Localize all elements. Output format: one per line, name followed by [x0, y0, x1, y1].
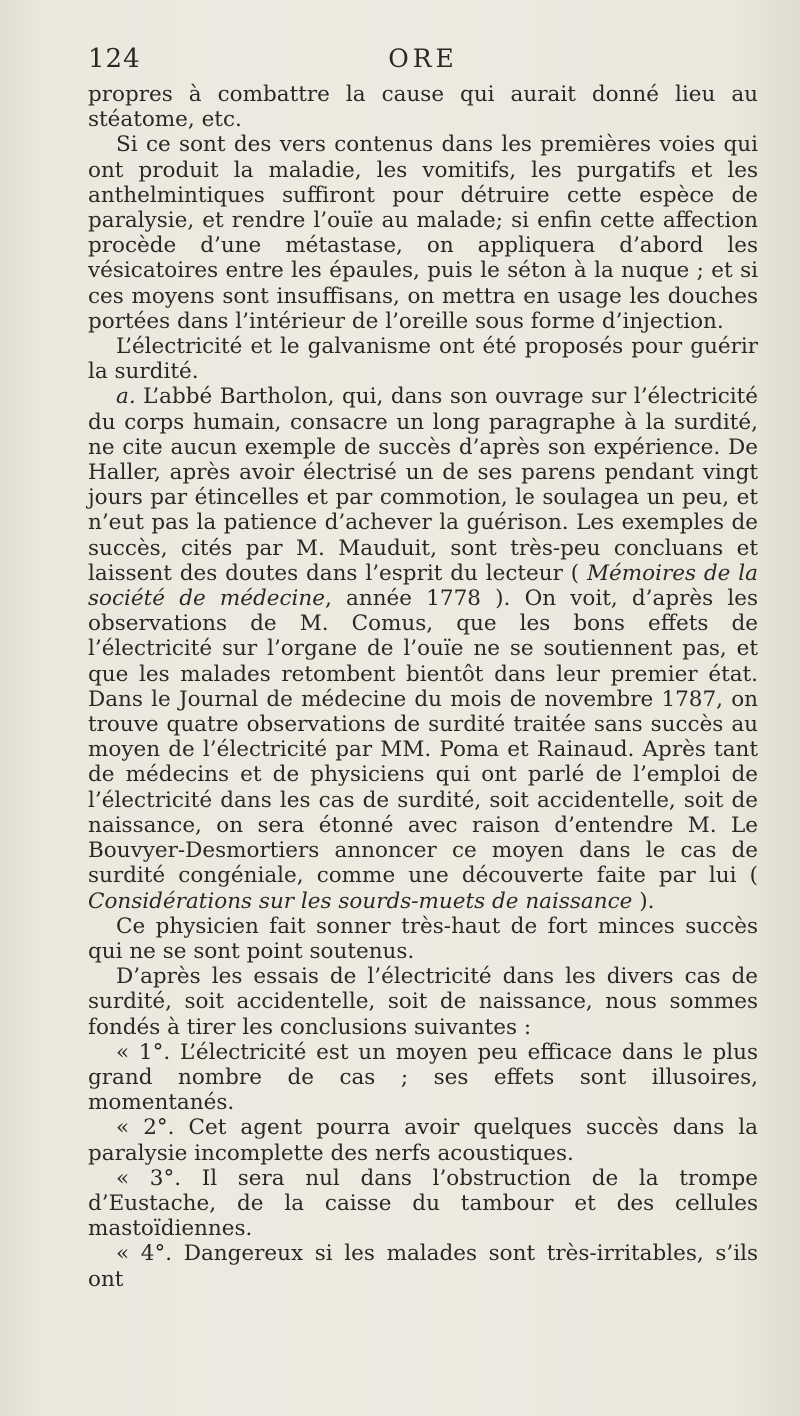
paragraph [88, 384, 758, 913]
text-run: « 3°. Il sera nul dans l’obstruction de la trompe d’Eustache, de la caisse du tambour et des cellules mastoïdiennes. [88, 1165, 758, 1242]
italic-text: Mémoires de la société de médecine [88, 560, 758, 612]
text-run: ). [632, 888, 655, 914]
italic-text: Considérations sur les sourds-muets de naissance [88, 888, 633, 914]
text-run: propres à combattre la cause qui aurait donné lieu au stéatome, etc. [88, 82, 758, 133]
paragraph [88, 964, 758, 1040]
paragraph [88, 1241, 758, 1291]
text-run: « 1°. L’électricité est un moyen peu efficace dans le plus grand nombre de cas ; ses effets sont illusoires, momentanés. [88, 1039, 758, 1116]
text-run: L’abbé Bartholon, qui, dans son ouvrage sur l’électricité du corps humain, consacre un long paragraphe à la surdité, ne cite aucun exemple de succès d’après son expérience. De Haller, après avoir électrisé un de ses parens pendant vingt jours par étincelles et par commotion, le soulagea un peu, et n’eut pas la patience d’achever la guérison. Les exemples de succès, cités par M. Mauduit, sont très-peu concluans et laissent des doutes dans l’esprit du lecteur ( [88, 384, 758, 586]
body-text [88, 82, 758, 1292]
page-header [88, 44, 758, 80]
text-run: Ce physicien fait sonner très-haut de fort minces succès qui ne se sont point soutenus. [88, 913, 758, 964]
paragraph [88, 1040, 758, 1116]
paragraph [88, 1166, 758, 1242]
page-number: 124 [88, 44, 141, 74]
text-run: D’après les essais de l’électricité dans les divers cas de surdité, soit accidentelle, soit de naissance, nous sommes fondés à tirer les conclusions suivantes : [88, 964, 758, 1040]
text-run: Si ce sont des vers contenus dans les premières voies qui ont produit la maladie, les vomitifs, les purgatifs et les anthelmintiques suffiront pour détruire cette espèce de paralysie, et rendre l’ouïe au malade; si enfin cette affection procède d’une métastase, on appliquera d’abord les vésicatoires entre les épaules, puis le séton à la nuque ; et si ces moyens sont insuffisans, on mettra en usage les douches portées dans l’intérieur de l’oreille sous forme d’injection. [88, 132, 758, 334]
text-run: , année 1778 ). On voit, d’après les observations de M. Comus, que les bons effets de l’électricité sur l’organe de l’ouïe ne se soutiennent pas, et que les malades retombent bientôt dans leur premier état. Dans le Journal de médecine du mois de novembre 1787, on trouve quatre observations de surdité traitée sans succès au moyen de l’électricité par MM. Poma et Rainaud. Après tant de médecins et de physiciens qui ont parlé de l’emploi de l’électricité dans les cas de surdité, soit accidentelle, soit de naissance, on sera étonné avec raison d’entendre M. Le Bouvyer-Desmortiers annoncer ce moyen dans le cas de surdité congéniale, comme une découverte faite par lui ( [88, 586, 758, 889]
paragraph [88, 132, 758, 334]
text-run: L’électricité et le galvanisme ont été proposés pour guérir la surdité. [88, 334, 758, 385]
italic-text: a. [116, 384, 136, 410]
running-title: ORE [388, 44, 458, 73]
text-run: « 4°. Dangereux si les malades sont très-irritables, s’ils ont [88, 1241, 758, 1292]
paragraph [88, 82, 758, 132]
paragraph [88, 914, 758, 964]
paragraph [88, 1115, 758, 1165]
text-run: « 2°. Cet agent pourra avoir quelques succès dans la paralysie incomplette des nerfs acoustiques. [88, 1115, 758, 1166]
paragraph [88, 334, 758, 384]
